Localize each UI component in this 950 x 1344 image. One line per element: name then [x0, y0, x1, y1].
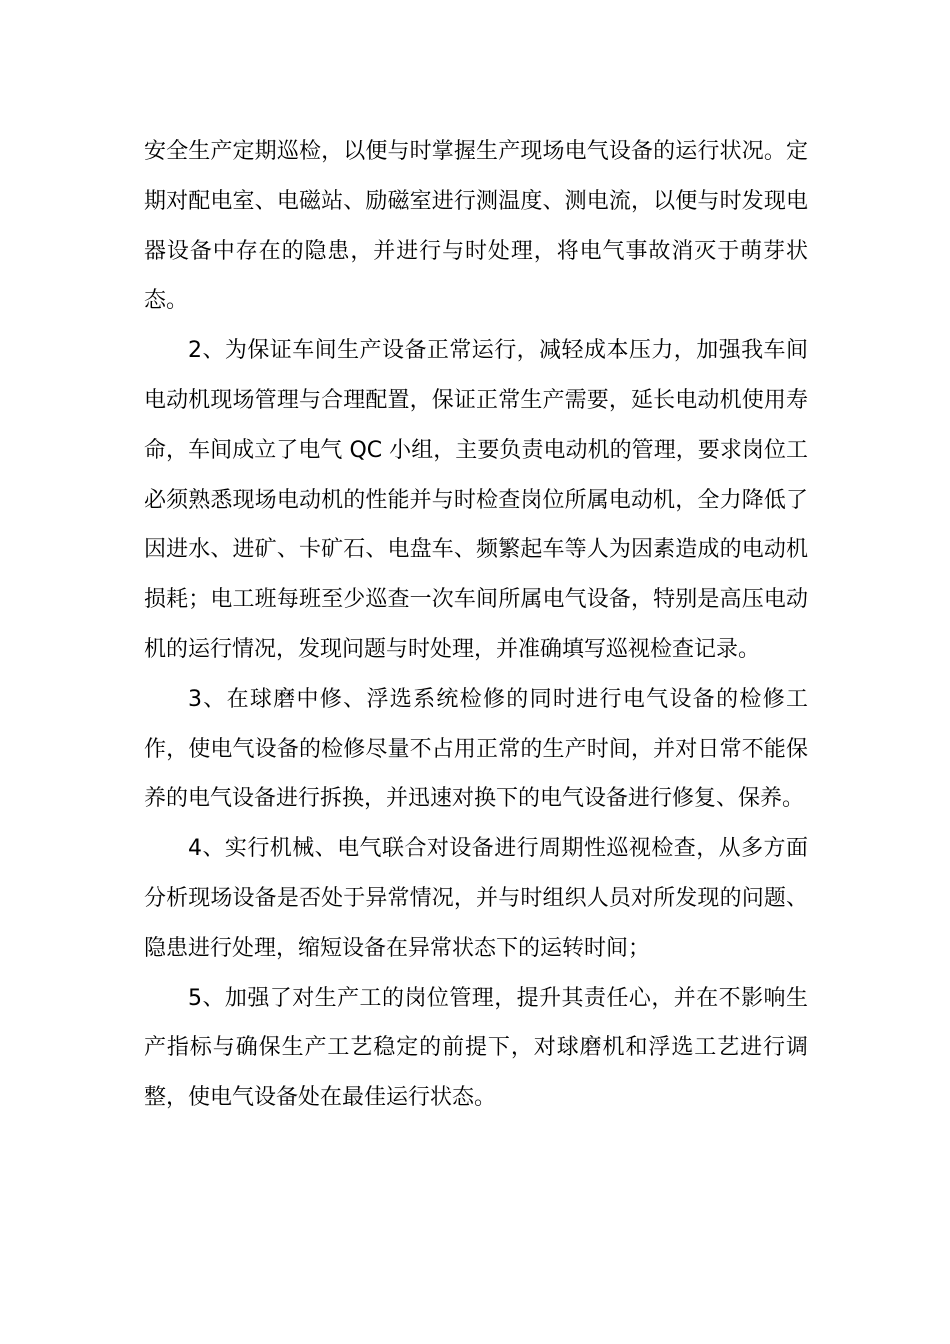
- document-body: [144, 127, 808, 1123]
- paragraph-item-5: 5、加强了对生产工的岗位管理，提升其责任心，并在不影响生产指标与确保生产工艺稳定的前提下，对球磨机和浮选工艺进行调整，使电气设备处在最佳运行状态。: [144, 985, 808, 1111]
- paragraph-continuation: 安全生产定期巡检，以便与时掌握生产现场电气设备的运行状况。定期对配电室、电磁站、励磁室进行测温度、测电流，以便与时发现电器设备中存在的隐患，并进行与时处理，将电气事故消灭于萌芽状态。: [144, 139, 808, 314]
- paragraph-item-4: 4、实行机械、电气联合对设备进行周期性巡视检查，从多方面分析现场设备是否处于异常情况，并与时组织人员对所发现的问题、隐患进行处理，缩短设备在异常状态下的运转时间；: [144, 836, 808, 961]
- paragraph-item-2: 2、为保证车间生产设备正常运行，减轻成本压力，加强我车间电动机现场管理与合理配置，保证正常生产需要，延长电动机使用寿命，车间成立了电气 QC 小组，主要负责电动机的管理，要求岗位工必须熟悉现场电动机的性能并与时检查岗位所属电动机，全力降低了因进水、进矿、卡矿石、电盘车、频繁起车等人为因素造成的电动机损耗；电工班每班至少巡查一次车间所属电气设备，特别是高压电动机的运行情况，发现问题与时处理，并准确填写巡视检查记录。: [144, 338, 808, 662]
- paragraph-item-3: 3、在球磨中修、浮选系统检修的同时进行电气设备的检修工作，使电气设备的检修尽量不占用正常的生产时间，并对日常不能保养的电气设备进行拆换，并迅速对换下的电气设备进行修复、保养。: [144, 686, 808, 812]
